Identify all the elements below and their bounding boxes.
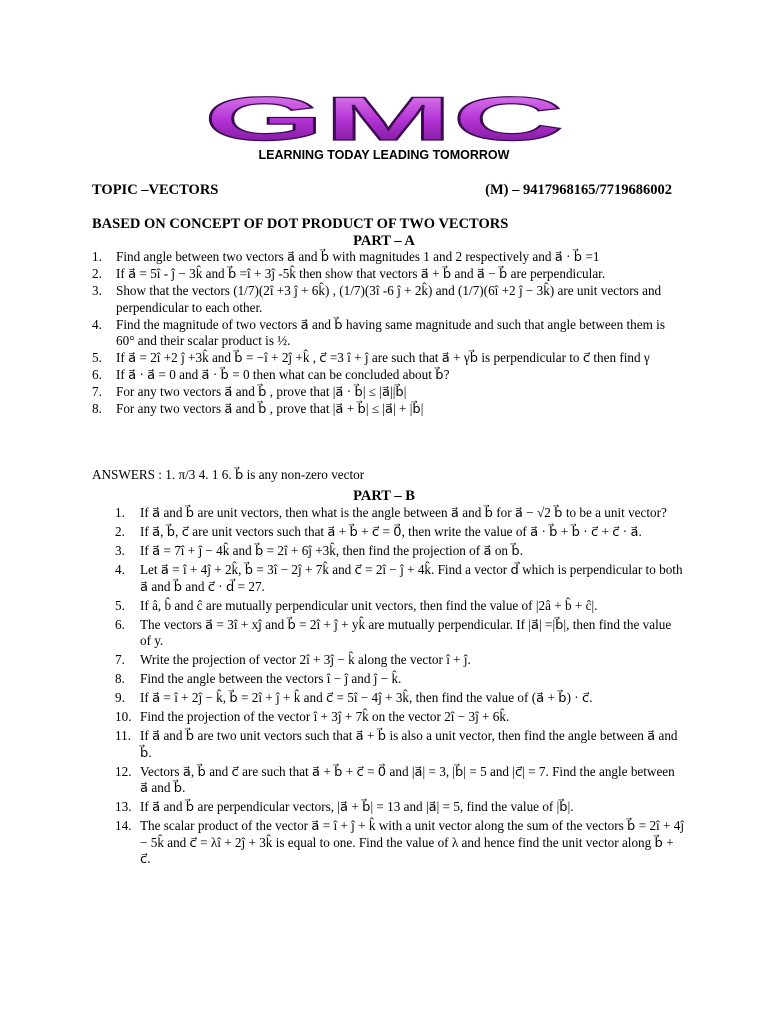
question-item [92,266,682,283]
question-item [92,367,682,384]
question-number: 3. [92,283,102,298]
question-item [115,764,685,797]
question-item [115,709,685,726]
question-number: 9. [115,690,125,705]
question-text: If a⃗ = 7î + ĵ − 4k̂ and b⃗ = 2î + 6ĵ +3k̂, then find the projection of a⃗ on b⃗. [140,543,523,558]
question-item [115,505,685,522]
question-text: Find the angle between the vectors î − ĵ and ĵ − k̂. [140,671,402,686]
question-number: 12. [115,763,132,779]
question-text: Let a⃗ = î + 4ĵ + 2k̂, b⃗ = 3î − 2ĵ + 7k̂ and c⃗ = 2î − ĵ + 4k̂. Find a vector d⃗ which is perpendicular to both a⃗ and b⃗ and c⃗ · d⃗ = 27. [140,562,683,594]
question-item [92,350,682,367]
question-number: 14. [115,818,132,833]
question-text: Find angle between two vectors a⃗ and b⃗ with magnitudes 1 and 2 respectively and a⃗ · b⃗ =1 [116,249,600,264]
tagline: LEARNING TODAY LEADING TOMORROW [258,148,510,162]
topic-row [92,181,672,199]
question-number: 3. [115,543,125,558]
question-item [92,401,682,418]
part-a-heading: PART – A [353,233,415,249]
question-number: 8. [92,401,102,416]
question-number: 7. [115,652,125,667]
question-text: Find the projection of the vector î + 3ĵ + 7k̂ on the vector 2î − 3ĵ + 6k̂. [140,709,510,724]
gmc-logo [198,88,570,148]
question-number: 2. [92,266,102,281]
question-text: If a⃗ = 5î - ĵ − 3k̂ and b⃗ =î + 3ĵ -5k̂ then show that vectors a⃗ + b⃗ and a⃗ − b⃗ are perpendicular. [116,266,606,281]
logo-text: GMC [204,88,564,148]
question-text: If a⃗, b⃗, c⃗ are unit vectors such that a⃗ + b⃗ + c⃗ = 0⃗, then write the value of a⃗ · b⃗ + b⃗ · c⃗ + c⃗ · a⃗. [140,524,642,539]
question-item [115,617,685,650]
question-text: If a⃗ and b⃗ are perpendicular vectors, |a⃗ + b⃗| = 13 and |a⃗| = 5, find the value of |b⃗|. [140,799,574,814]
part-b-question-list [115,505,685,870]
question-text: The vectors a⃗ = 3î + xĵ and b⃗ = 2î + ĵ + yk̂ are mutually perpendicular. If |a⃗| =|b⃗|, then find the value of y. [140,616,672,648]
question-item [92,249,682,266]
question-number: 10. [115,709,132,724]
question-number: 1. [115,505,125,520]
question-text: If a⃗ = î + 2ĵ − k̂, b⃗ = 2î + ĵ + k̂ and c⃗ = 5î − 4ĵ + 3k̂, then find the value of (a⃗ + b⃗) · c⃗. [140,690,593,705]
topic-title: TOPIC –VECTORS [92,182,219,198]
question-item [115,562,685,595]
question-item [115,598,685,615]
question-item [92,283,682,316]
part-a-question-list [92,249,682,418]
question-item [115,543,685,560]
question-item [115,671,685,688]
contact-number: (M) – 9417968165/7719686002 [485,182,672,198]
question-number: 4. [115,562,125,577]
question-item [115,690,685,707]
question-number: 6. [92,367,102,382]
question-text: Show that the vectors (1/7)(2î +3 ĵ + 6k̂) , (1/7)(3î -6 ĵ + 2k̂) and (1/7)(6î +2 ĵ − 3k̂) are unit vectors and perpendicular to each other. [116,283,662,315]
question-item [115,818,685,868]
question-number: 2. [115,524,125,539]
question-number: 7. [92,384,102,399]
question-item [115,799,685,816]
question-number: 13. [115,799,132,814]
question-text: If a⃗ = 2î +2 ĵ +3k̂ and b⃗ = −î + 2ĵ +k̂ , c⃗ =3 î + ĵ are such that a⃗ + γb⃗ is perpendicular to c⃗ then find γ [116,350,650,365]
question-text: If a⃗ · a⃗ = 0 and a⃗ · b⃗ = 0 then what can be concluded about b⃗? [116,367,450,382]
question-number: 5. [92,350,102,365]
question-text: Write the projection of vector 2î + 3ĵ − k̂ along the vector î + ĵ. [140,652,471,667]
question-number: 8. [115,671,125,686]
section-title: BASED ON CONCEPT OF DOT PRODUCT OF TWO VECTORS [92,216,509,232]
question-text: If a⃗ and b⃗ are two unit vectors such that a⃗ + b⃗ is also a unit vector, then find the angle between a⃗ and b⃗. [140,728,678,760]
question-item [92,317,682,350]
question-number: 11. [115,728,131,743]
question-text: For any two vectors a⃗ and b⃗ , prove that |a⃗ · b⃗| ≤ |a⃗||b⃗| [116,384,407,399]
question-item [115,728,685,761]
answers-line: ANSWERS : 1. π/3 4. 1 6. b⃗ is any non-zero vector [92,467,365,482]
question-number: 6. [115,616,125,632]
question-number: 4. [92,316,102,332]
question-text: The scalar product of the vector a⃗ = î + ĵ + k̂ with a unit vector along the sum of the vectors b⃗ = 2î + 4ĵ − 5k̂ and c⃗ = λî + 2ĵ + 3k̂ is equal to one. Find the value of λ and hence find the unit vector along b⃗ + c⃗. [140,818,685,866]
part-b-heading: PART – B [353,488,415,504]
question-item [92,384,682,401]
question-text: Vectors a⃗, b⃗ and c⃗ are such that a⃗ + b⃗ + c⃗ = 0⃗ and |a⃗| = 3, |b⃗| = 5 and |c⃗| = 7. Find the angle between a⃗ and b⃗. [140,763,675,795]
question-text: Find the magnitude of two vectors a⃗ and b⃗ having same magnitude and such that angle between them is 60° and their scalar product is ½. [116,316,665,348]
question-text: For any two vectors a⃗ and b⃗ , prove that |a⃗ + b⃗| ≤ |a⃗| + |b⃗| [116,401,424,416]
question-number: 1. [92,249,102,264]
question-text: If â, b̂ and ĉ are mutually perpendicular unit vectors, then find the value of |2â + b̂ + ĉ|. [140,597,598,613]
question-item [115,524,685,541]
question-item [115,652,685,669]
question-number: 5. [115,597,125,613]
question-text: If a⃗ and b⃗ are unit vectors, then what is the angle between a⃗ and b⃗ for a⃗ − √2 b⃗ to be a unit vector? [140,505,667,520]
